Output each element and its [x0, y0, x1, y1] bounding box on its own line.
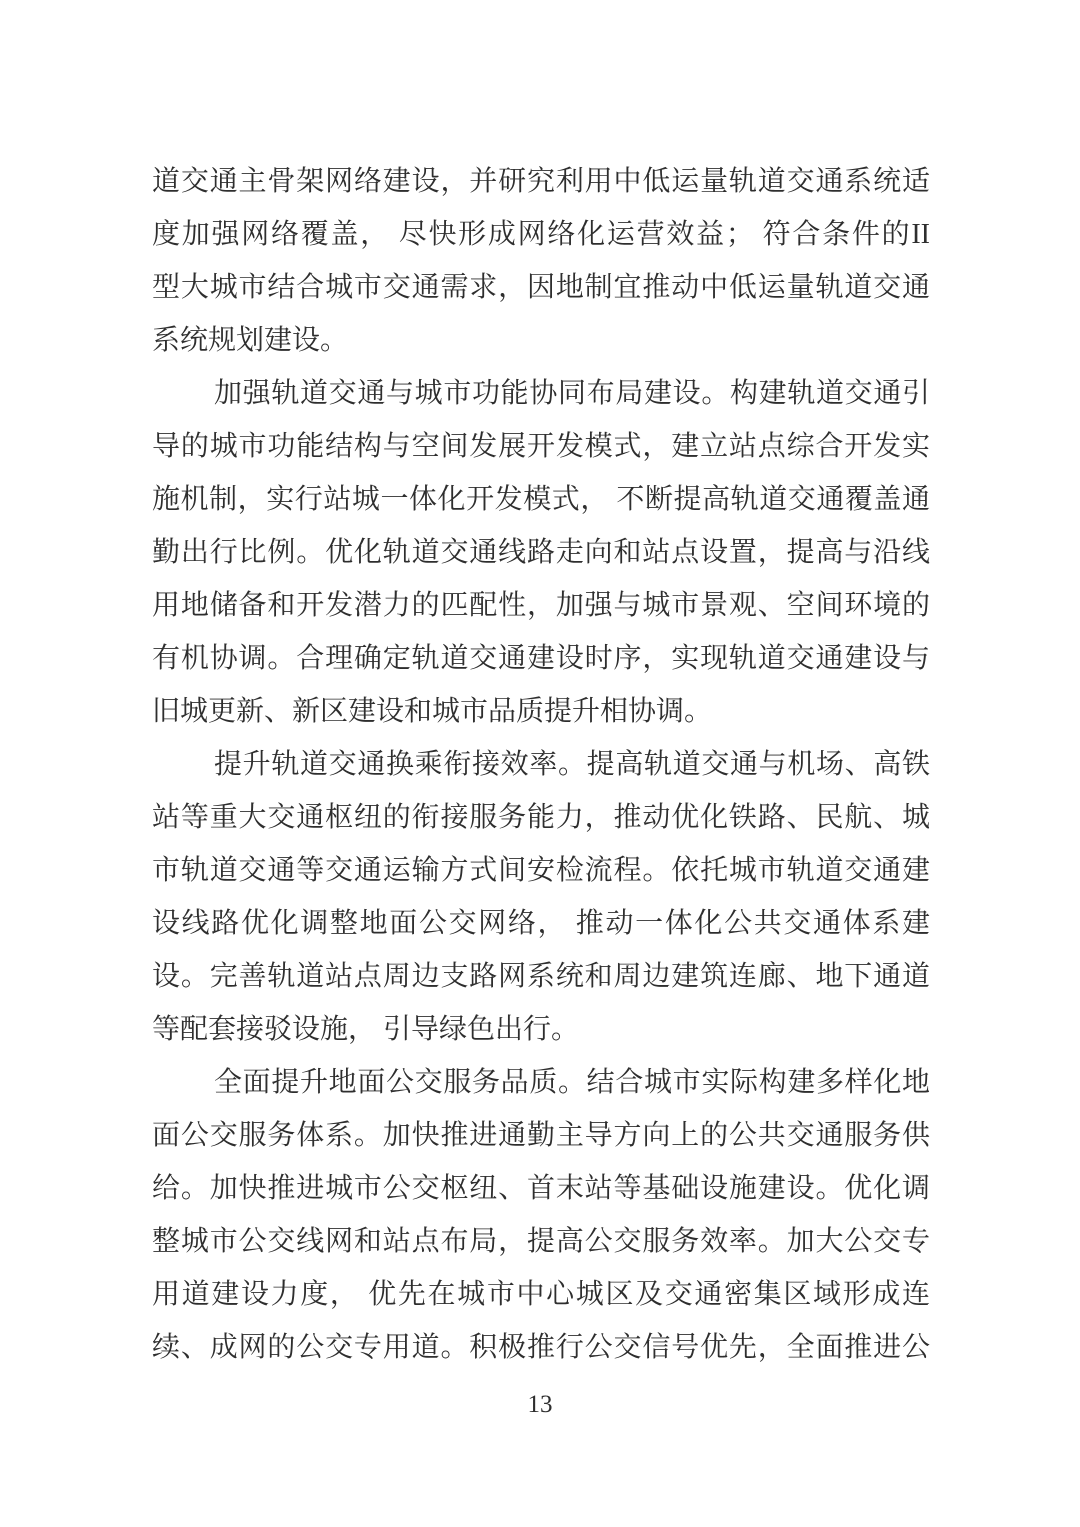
text-line: 设。完善轨道站点周边支路网系统和周边建筑连廊、地下通道	[152, 961, 930, 992]
text-line: 有机协调。合理确定轨道交通建设时序，实现轨道交通建设与	[152, 643, 930, 674]
text-line: 面公交服务体系。加快推进通勤主导方向上的公共交通服务供	[152, 1120, 930, 1151]
text-line paragraph-start: 提升轨道交通换乘衔接效率。提高轨道交通与机场、高铁	[214, 749, 930, 780]
text-line: 度加强网络覆盖， 尽快形成网络化运营效益； 符合条件的II	[152, 219, 930, 250]
text-line: 用地储备和开发潜力的匹配性，加强与城市景观、空间环境的	[152, 590, 930, 621]
text-line paragraph-start: 加强轨道交通与城市功能协同布局建设。构建轨道交通引	[214, 378, 930, 409]
text-line: 整城市公交线网和站点布局，提高公交服务效率。加大公交专	[152, 1226, 930, 1257]
body-text	[152, 155, 930, 1374]
text-line: 续、成网的公交专用道。积极推行公交信号优先，全面推进公	[152, 1332, 930, 1363]
text-line: 勤出行比例。优化轨道交通线路走向和站点设置，提高与沿线	[152, 537, 930, 568]
text-line: 等配套接驳设施， 引导绿色出行。	[152, 1014, 580, 1045]
text-line: 型大城市结合城市交通需求，因地制宜推动中低运量轨道交通	[152, 272, 930, 303]
text-line: 站等重大交通枢纽的衔接服务能力，推动优化铁路、民航、城	[152, 802, 930, 833]
text-line: 旧城更新、新区建设和城市品质提升相协调。	[152, 696, 713, 727]
page-number: 13	[527, 1391, 553, 1418]
text-line: 设线路优化调整地面公交网络， 推动一体化公共交通体系建	[152, 908, 930, 939]
text-line: 施机制，实行站城一体化开发模式， 不断提高轨道交通覆盖通	[152, 484, 930, 515]
text-line: 给。加快推进城市公交枢纽、首末站等基础设施建设。优化调	[152, 1173, 930, 1204]
text-line: 道交通主骨架网络建设，并研究利用中低运量轨道交通系统适	[152, 166, 930, 197]
text-line: 系统规划建设。	[152, 325, 349, 356]
text-line: 市轨道交通等交通运输方式间安检流程。依托城市轨道交通建	[152, 855, 930, 886]
text-line: 用道建设力度， 优先在城市中心城区及交通密集区域形成连	[152, 1279, 930, 1310]
text-line paragraph-start: 全面提升地面公交服务品质。结合城市实际构建多样化地	[214, 1067, 930, 1098]
text-line: 导的城市功能结构与空间发展开发模式，建立站点综合开发实	[152, 431, 930, 462]
